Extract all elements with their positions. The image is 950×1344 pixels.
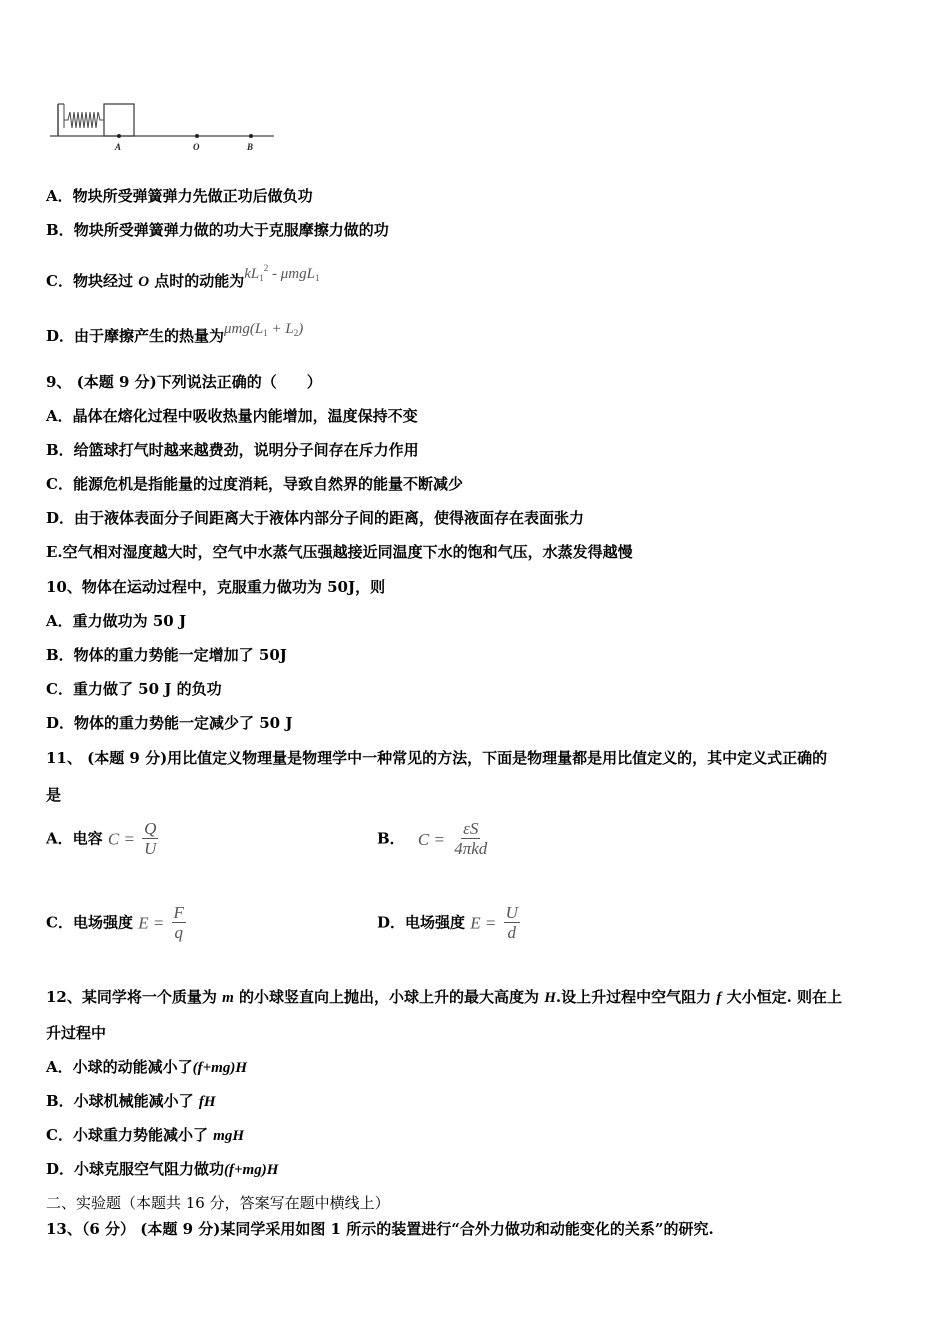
q8-option-c: C．物块经过 O 点时的动能为$kL_1^2 - \mu mgL_1$: [46, 263, 320, 290]
q12-stem-line1: 12、某同学将一个质量为 m 的小球竖直向上抛出，小球上升的最大高度为 H.设上升过程中空气阻力 f 大小恒定. 则在上: [46, 988, 843, 1006]
formula-heat: $\mu mg(L_1 + L_2)$: [224, 321, 304, 338]
q11-option-a: A．电容 C = $\frac{Q}{U}$: [46, 819, 157, 858]
label-a: A: [115, 142, 122, 152]
q12-option-c: C．小球重力势能减小了 mgH: [46, 1126, 245, 1144]
q11-option-c: C．电场强度 E = $\frac{F}{q}$: [46, 903, 184, 942]
q8-option-a: A．物块所受弹簧弹力先做正功后做负功: [46, 187, 313, 205]
q11-stem-line2: 是: [46, 786, 62, 804]
spring: [64, 112, 104, 128]
q9-option-e: E.空气相对湿度越大时，空气中水蒸气压强越接近同温度下水的饱和气压，水蒸发得越慢: [46, 543, 633, 561]
q9-option-c: C．能源危机是指能量的过度消耗，导致自然界的能量不断减少: [46, 475, 463, 493]
fraction: $\frac{\varepsilon S}{\text{4πkd}}$: [454, 819, 488, 858]
q12-stem-line2: 升过程中: [46, 1024, 107, 1042]
label-b: B: [247, 142, 254, 152]
q11-option-b: B． C = $\frac{\varepsilon S}{\text{4πkd}}$: [377, 819, 488, 858]
q8-option-d: D．由于摩擦产生的热量为$\mu mg(L_1 + L_2)$: [46, 321, 304, 345]
q12-option-b: B．小球机械能减小了 fH: [46, 1092, 216, 1110]
label-o: O: [193, 142, 200, 152]
fraction: $\frac{U}{d}$: [505, 903, 518, 942]
fraction: $\frac{Q}{U}$: [144, 819, 157, 858]
q9-option-b: B．给篮球打气时越来越费劲，说明分子间存在斥力作用: [46, 441, 419, 459]
point-a: [117, 134, 121, 138]
q10-option-a: A．重力做功为 50 J: [46, 612, 187, 630]
block: [104, 104, 134, 136]
section-title: 二、实验题（本题共 16 分，答案写在题中横线上）: [46, 1194, 390, 1212]
q10-option-c: C．重力做了 50 J 的负功: [46, 680, 222, 698]
q11-stem-line1: 11、 (本题 9 分)用比值定义物理量是物理学中一种常见的方法，下面是物理量都是用比值定义的，其中定义式正确的: [46, 749, 828, 767]
q9-stem: 9、 (本题 9 分)下列说法正确的（ ）: [46, 373, 322, 391]
point-o: [195, 134, 199, 138]
q10-option-d: D．物体的重力势能一定减少了 50 J: [46, 714, 293, 732]
spring-block-diagram: [46, 96, 278, 156]
q8-option-b: B．物块所受弹簧弹力做的功大于克服摩擦力做的功: [46, 221, 389, 239]
q10-option-b: B．物体的重力势能一定增加了 50J: [46, 646, 287, 664]
fraction: $\frac{F}{q}$: [173, 903, 184, 942]
q9-option-d: D．由于液体表面分子间距离大于液体内部分子间的距离，使得液面存在表面张力: [46, 509, 585, 527]
q13-stem: 13、（6 分） (本题 9 分)某同学采用如图 1 所示的装置进行“合外力做功和动能变化的关系”的研究.: [46, 1220, 714, 1238]
q12-option-d: D．小球克服空气阻力做功(f+mg)H: [46, 1160, 279, 1178]
q11-option-d: D．电场强度 E = $\frac{U}{d}$: [377, 903, 518, 942]
point-b: [249, 134, 253, 138]
formula-kinetic-energy: $kL_1^2 - \mu mgL_1$: [244, 263, 320, 283]
q9-option-a: A．晶体在熔化过程中吸收热量内能增加，温度保持不变: [46, 407, 418, 425]
q12-option-a: A．小球的动能减小了(f+mg)H: [46, 1058, 248, 1076]
q10-stem: 10、物体在运动过程中，克服重力做功为 50J，则: [46, 578, 386, 596]
